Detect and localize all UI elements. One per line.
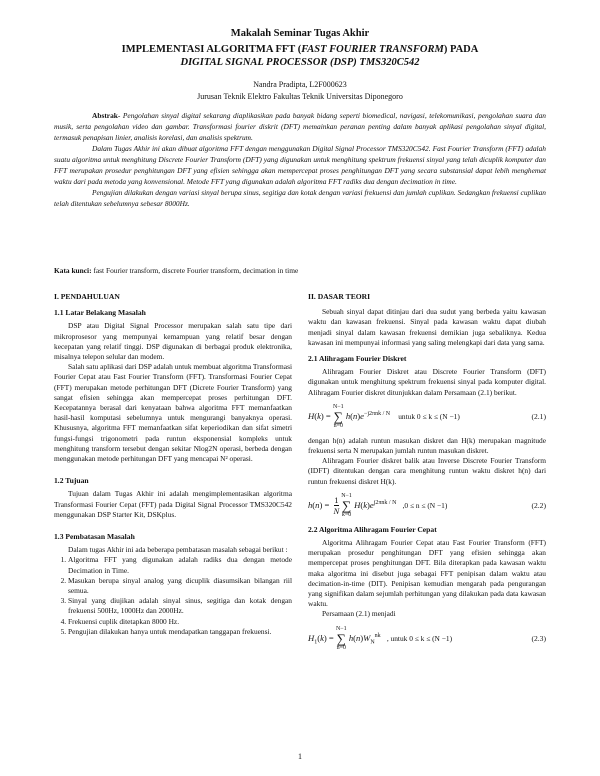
abstract-p2: Dalam Tugas Akhir ini akan dibuat algoritma FFT dengan menggunakan Digital Signal Processor TMS320C542. Fast Fourier Transform (FFT) adalah suatu algoritma untuk menghitung Discrete Fourier Transform (DFT) yang digunakan untuk menghitung spektrum frekuensi sinyal yang telah dicuplik komputer dan FFT merupakan prosedur penghitungan DFT yang efisien sehingga akan mempercepat proses penghitungan DFT yang secara substansial dapat lebih menghemat waktu dari pada metoda yang konvensional. Metode FFT yang digunakan adalah algoritma FFT radiks dua dengan decimation in time. — [54, 144, 546, 186]
equation-2-1: H(k) = N−1 ∑ n=0 $h(n)e^{-j2\pi nk / N}$ untuk 0 ≤ k ≤ (N −1) (2.1) — [308, 403, 546, 429]
section-1-1-heading: 1.1 Latar Belakang Masalah — [54, 308, 146, 318]
left-column — [54, 292, 292, 637]
section-2-2-p1: Algoritma Alihragam Fourier Cepat atau Fast Fourier Transform (FFT) merupakan prosedur penghitungan DFT yang efisien sehingga akan mempercepat proses penghitungan DFT. Bila diterapkan pada kawasan waktu maka algoritma ini disebut juga sebagai FFT penipisan dalam waktu atau decimation-in-time (DIT). Penipisan kemudian mengarah pada pengurangan yang signifikan dalam sejumlah perhitungan yang dilakukan pada data kawasan waktu. — [308, 538, 546, 609]
section-2-2-heading: 2.2 Algoritma Alihragam Fourier Cepat — [308, 524, 437, 534]
equation-2-2-number: (2.2) — [531, 500, 546, 510]
abstract-label: Abstrak — [92, 111, 118, 120]
section-1-2-heading: 1.2 Tujuan — [54, 476, 89, 486]
abstract — [54, 110, 546, 209]
section-1-heading: I. PENDAHULUAN — [54, 292, 120, 301]
section-1-3-intro: Dalam tugas Akhir ini ada beberapa pembatasan masalah sebagai berikut : — [68, 545, 288, 555]
list-item: 2. Masukan berupa sinyal analog yang dicuplik diasumsikan bilangan riil semua. — [68, 576, 292, 596]
section-2-1-p3: Alihragam Fourier diskret balik atau Inverse Discrete Fourier Transform (IDFT) ditentukan dengan cara menghitung runtun waktu diskret h(n) dari runtun frekuensi diskret H(k). — [308, 456, 546, 486]
section-2-1-p2: dengan h(n) adalah runtun masukan diskret dan H(k) merupakan magnitude frekuensi serta N merupakan jumlah runtun masukan diskret. — [308, 435, 546, 456]
title-line-1: IMPLEMENTASI ALGORITMA FFT (FAST FOURIER TRANSFORM) PADA — [121, 44, 479, 55]
equation-2-2: h(n) = $\frac{1}{N}$ N−1 ∑ k=0 $H(k)e^{j2\pi nk / N}$ ,0 ≤ n ≤ (N −1) (2.2) — [308, 492, 546, 518]
page-number: 1 — [298, 752, 302, 761]
keywords-text: fast Fourier transform, discrete Fourier transform, decimation in time — [93, 266, 299, 275]
section-1-2-p1: Tujuan dalam Tugas Akhir ini adalah mengimplementasikan algoritma Transformasi Fourier Cepat (FFT) pada Digital Signal Processor TMS320C542 menggunakan DSP Starter Kit, DSKplus. — [54, 489, 292, 519]
keywords — [54, 266, 546, 275]
section-2-1-p1: Alihragam Fourier Diskret atau Discrete Fourier Transform (DFT) digunakan untuk menghitung spektrum frekuensi sinyal pada komputer digital. Alihragam Fourier diskret ditunjukkan dalam Persamaan (2.1) berikut. — [308, 367, 546, 397]
title-line-2: DIGITAL SIGNAL PROCESSOR (DSP) TMS320C542 — [180, 57, 420, 68]
equation-2-3-number: (2.3) — [531, 633, 546, 643]
equation-2-1-condition: untuk 0 ≤ k ≤ (N −1) — [398, 411, 460, 421]
limitations-list — [54, 555, 292, 637]
section-1-3-heading: 1.3 Pembatasan Masalah — [54, 532, 135, 542]
seminar-label: Makalah Seminar Tugas Akhir — [230, 28, 370, 39]
keywords-label: Kata kunci: — [54, 266, 92, 275]
section-2-heading: II. DASAR TEORI — [308, 292, 371, 301]
right-column — [308, 292, 546, 658]
list-item: 4. Frekuensi cuplik ditetapkan 8000 Hz. — [68, 617, 292, 627]
author: Nandra Pradipta, L2F000623 — [253, 80, 347, 89]
equation-2-3: $H_1(k)$ = N−1 ∑ n=0 $h(n)W_N^{nk}$ , untuk 0 ≤ k ≤ (N −1) (2.3) — [308, 625, 546, 651]
abstract-p3: Pengujian dilakukan dengan variasi sinyal berupa sinus, segitiga dan kotak dengan variasi frekuensi dan jumlah cuplikan. Sedangkan frekuensi cuplikan telah ditentukan sebelumnya sebesar 8000Hz. — [54, 188, 546, 208]
list-item: 1. Algoritma FFT yang digunakan adalah radiks dua dengan metode Decimation in Time. — [68, 555, 292, 575]
list-item: 3. Sinyal yang diujikan adalah sinyal sinus, segitiga dan kotak dengan frekuensi 500Hz, 1000Hz dan 2000Hz. — [68, 596, 292, 616]
abstract-p1: - Pengolahan sinyal digital sekarang diaplikasikan pada banyak bidang seperti biomedical, navigasi, telekomunikasi, pengolahan suara dan musik, serta pengolahan video dan gambar. Transformasi fourier diskrit (DFT) memainkan peranan penting dalam banyak aplikasi pengolahan sinyal digital, termasuk penapisan linier, analisis korelasi, dan analisis spektrum. — [54, 111, 546, 142]
section-1-1-p2: Salah satu aplikasi dari DSP adalah untuk membuat algoritma Transformasi Fourier Cepat atau Fast Fourier Transform (FFT). Transformasi Fourier Cepat (FFT) merupakan metode perhitungan DFT (Dicrete Fourier Transform) yang sangat efisien sehingga akan mempercepat proses perhitungan DFT. Kecepatannya berasal dari kenyataan bahwa algoritma FFT memanfaatkan hasil-hasil komputasi sebelumnya untuk mengurangi banyaknya operasi. Khususnya, algoritma FFT memanfaatkan sifat keperiodikan dan sifat simetri fungsi-fungsi trigonometri pada runtun eksponensial kompleks untuk menghitung transform tersebut dengan sekitar Nlog2N operasi, berbeda dengan menggunakan metode perhitungan DFT yang mencapai N² operasi. — [54, 362, 292, 464]
affiliation: Jurusan Teknik Elektro Fakultas Teknik Universitas Diponegoro — [197, 92, 403, 101]
section-1-1-p1: DSP atau Digital Signal Processor merupakan salah satu tipe dari mikroprosesor yang mempunyai kemampuan yang relatif besar dengan kecepatan yang relatif tinggi. DSP digunakan di berbagai produk elektronika, misalnya telepon selular dan modem. — [54, 321, 292, 362]
section-2-2-p2: Persamaan (2.1) menjadi — [322, 609, 396, 619]
equation-2-3-condition: , untuk 0 ≤ k ≤ (N −1) — [386, 633, 453, 643]
section-2-intro: Sebuah sinyal dapat ditinjau dari dua sudut yang berbeda yaitu kawasan waktu dan kawasan frekuensi. Sinyal pada kawasan waktu dapat diubah menjadi sinyal dalam kawasan frekuensi demikian juga sebaliknya. Kedua kawasan ini mempunyai informasi yang saling melengkapi dari data yang sama. — [308, 307, 546, 347]
equation-2-1-number: (2.1) — [531, 411, 546, 421]
list-item: 5. Pengujian dilakukan hanya untuk mendapatkan tanggapan frekuensi. — [68, 627, 292, 637]
section-2-1-heading: 2.1 Alihragam Fourier Diskret — [308, 354, 407, 364]
equation-2-2-condition: ,0 ≤ n ≤ (N −1) — [402, 500, 448, 510]
